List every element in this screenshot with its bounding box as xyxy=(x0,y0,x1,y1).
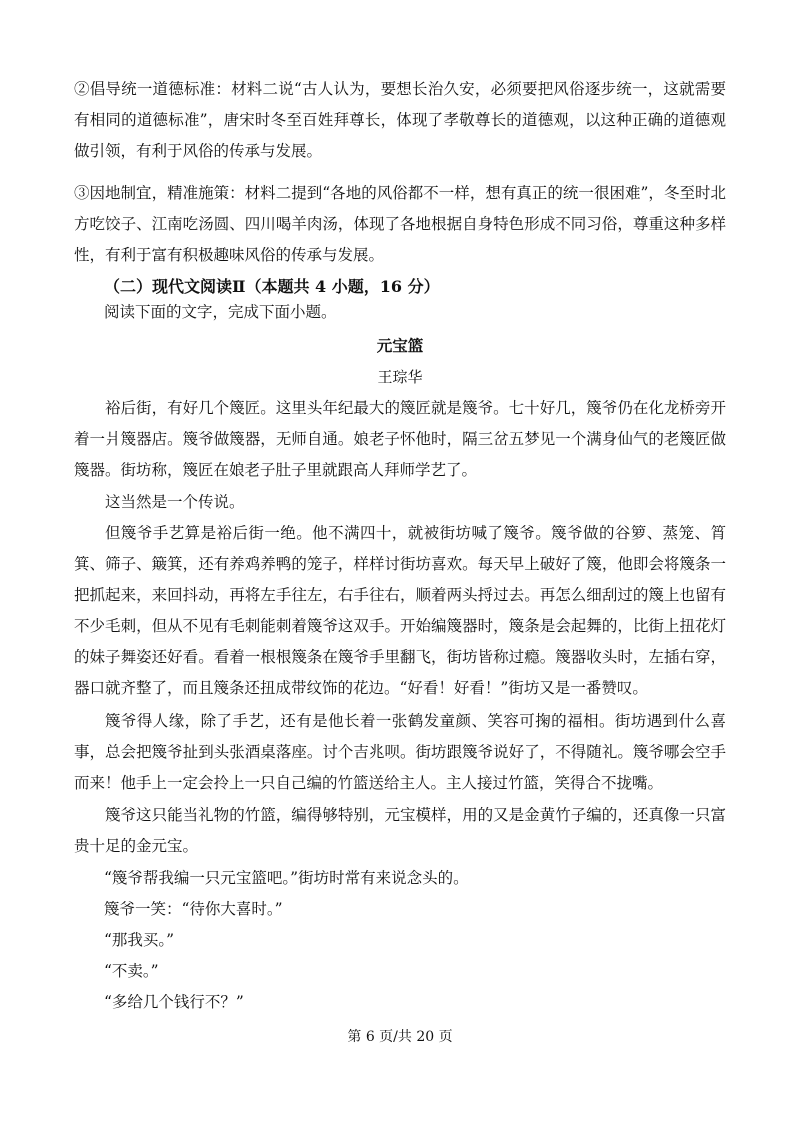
story-paragraph: 篾爷得人缘，除了手艺，还有是他长着一张鹤发童颜、笑容可掬的福相。街坊遇到什么喜事，总会把篾爷扯到头张酒桌落座。讨个吉兆呗。街坊跟篾爷说好了，不得随礼。篾爷哪会空手而来！他手上一定会拎上一只自己编的竹篮送给主人。主人接过竹篮，笑得合不拢嘴。 xyxy=(74,712,726,792)
page-number: 第 6 页/共 20 页 xyxy=(347,1029,453,1045)
story-title: 元宝篮 xyxy=(376,336,424,355)
dialogue-line: “不卖。” xyxy=(104,962,159,980)
analysis-point-3: ③因地制宜，精准施策：材料二提到“各地的风俗都不一样，想有真正的统一很困难”，冬至时北方吃饺子、江南吃汤圆、四川喝羊肉汤，体现了各地根据自身特色形成不同习俗，尊重这种多样性，有利于富有积极趣味风俗的传承与发展。 xyxy=(74,184,726,264)
dialogue-line: “那我买。” xyxy=(104,931,175,949)
story-paragraph: 裕后街，有好几个篾匠。这里头年纪最大的篾匠就是篾爷。七十好几，篾爷仍在化龙桥旁开着一爿篾器店。篾爷做篾器，无师自通。娘老子怀他时，隔三岔五梦见一个满身仙气的老篾匠做篾器。街坊称，篾匠在娘老子肚子里就跟高人拜师学艺了。 xyxy=(74,399,726,479)
analysis-point-2: ②倡导统一道德标准：材料二说“古人认为，要想长治久安，必须要把风俗逐步统一，这就需要有相同的道德标准”，唐宋时冬至百姓拜尊长，体现了孝敬尊长的道德观，以这种正确的道德观做引领，有利于风俗的传承与发展。 xyxy=(74,80,726,160)
dialogue-line: “多给几个钱行不？” xyxy=(104,993,244,1011)
reading-instruction: 阅读下面的文字，完成下面小题。 xyxy=(104,303,337,321)
story-paragraph: 篾爷这只能当礼物的竹篮，编得够特别，元宝模样，用的又是金黄竹子编的，还真像一只富贵十足的金元宝。 xyxy=(74,806,726,855)
story-paragraph: 但篾爷手艺算是裕后街一绝。他不满四十，就被街坊喊了篾爷。篾爷做的谷箩、蒸笼、筲箕、筛子、簸箕，还有养鸡养鸭的笼子，样样讨街坊喜欢。每天早上破好了篾，他即会将篾条一把抓起来，来回抖动，再将左手往左，右手往右，顺着两头捋过去。再怎么细刮过的篾上也留有不少毛刺，但从不见有毛刺能刺着篾爷这双手。开始编篾器时，篾条是会起舞的，比街上扭花灯的妹子舞姿还好看。看着一根根篾条在篾爷手里翻飞，街坊皆称过瘾。篾器收头时，左插右穿，器口就齐整了，而且篾条还扭成带纹饰的花边。“好看！好看！”街坊又是一番赞叹。 xyxy=(74,524,726,697)
story-paragraph: 这当然是一个传说。 xyxy=(105,493,245,511)
dialogue-line: 篾爷一笑：“待你大喜时。” xyxy=(104,900,283,918)
section-heading: （二）现代文阅读Ⅱ（本题共 4 小题，16 分） xyxy=(104,277,440,296)
dialogue-line: “篾爷帮我编一只元宝篮吧。”街坊时常有来说念头的。 xyxy=(104,869,469,887)
story-author: 王琮华 xyxy=(377,368,423,386)
